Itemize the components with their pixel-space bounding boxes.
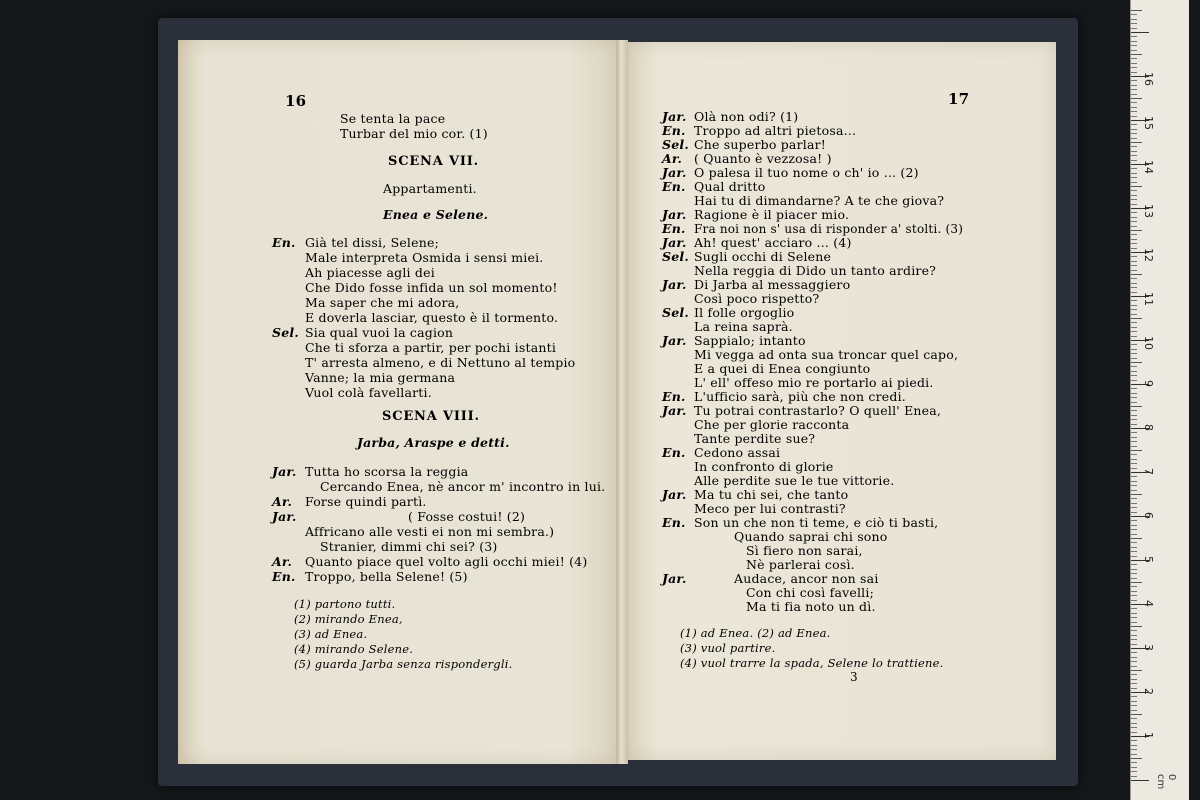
ruler-tick: [1131, 410, 1137, 411]
text-line: La reina saprà.: [694, 319, 793, 334]
ruler-tick: [1131, 714, 1142, 715]
text-line: Alle perdite sue le tue vittorie.: [694, 473, 895, 488]
ruler-tick: [1131, 415, 1137, 416]
ruler-tick: [1131, 124, 1137, 125]
ruler-tick: [1131, 274, 1142, 275]
ruler-tick: [1131, 450, 1142, 451]
ruler-tick: [1131, 657, 1137, 658]
text-line: E a quei di Enea congiunto: [694, 361, 871, 376]
ruler-tick: [1131, 600, 1137, 601]
ruler-tick: [1131, 89, 1137, 90]
text-line: Hai tu di dimandarne? A te che giova?: [694, 193, 945, 208]
text-line: Che superbo parlar!: [694, 137, 827, 152]
ruler-number: 8: [1142, 424, 1155, 431]
text-line: Quando saprai chi sono: [734, 529, 888, 544]
ruler-tick: [1131, 212, 1137, 213]
text-line: Sugli occhi di Selene: [694, 249, 832, 264]
ruler-tick: [1131, 674, 1137, 675]
ruler-tick: [1131, 661, 1137, 662]
text-line: Male interpreta Osmida i sensi miei.: [305, 250, 544, 265]
ruler-tick: [1131, 195, 1137, 196]
ruler-tick: [1131, 362, 1142, 363]
speaker-label: Jar.: [662, 165, 687, 180]
speaker-label: Jar.: [272, 464, 297, 479]
ruler-tick: [1131, 292, 1137, 293]
text-line: ( Quanto è vezzosa! ): [694, 151, 832, 166]
ruler-tick: [1131, 116, 1137, 117]
ruler-tick: [1131, 424, 1137, 425]
ruler-tick: [1131, 278, 1137, 279]
ruler-tick: [1131, 155, 1137, 156]
ruler-tick: [1131, 32, 1149, 33]
text-line: Nè parlerai così.: [746, 557, 855, 572]
ruler-number: 11: [1142, 292, 1155, 306]
ruler-tick: [1131, 441, 1137, 442]
ruler-tick: [1131, 142, 1142, 143]
text-line: L'ufficio sarà, più che non credi.: [694, 389, 906, 404]
ruler-tick: [1131, 199, 1137, 200]
footnote: (2) mirando Enea,: [294, 612, 403, 626]
book-gutter: [616, 40, 628, 764]
ruler-tick: [1131, 485, 1137, 486]
ruler-number: 4: [1142, 600, 1155, 607]
ruler-tick: [1131, 349, 1137, 350]
ruler-tick: [1131, 679, 1137, 680]
ruler-tick: [1131, 344, 1137, 345]
text-line: Audace, ancor non sai: [734, 571, 879, 586]
text-line: Tu potrai contrastarlo? O quell' Enea,: [694, 403, 942, 418]
ruler-tick: [1131, 569, 1137, 570]
ruler-tick: [1131, 507, 1137, 508]
scene-characters: Enea e Selene.: [383, 207, 489, 222]
text-line: Nella reggia di Dido un tanto ardire?: [694, 263, 937, 278]
text-line: Turbar del mio cor. (1): [340, 126, 488, 141]
ruler-tick: [1131, 767, 1137, 768]
text-line: Tante perdite sue?: [694, 431, 816, 446]
footnote: (3) ad Enea.: [294, 627, 368, 641]
text-line: Che Dido fosse infida un sol momento!: [305, 280, 558, 295]
ruler-tick: [1131, 168, 1137, 169]
ruler-tick: [1131, 622, 1137, 623]
ruler-number: 16: [1142, 72, 1155, 86]
signature-mark: 3: [850, 670, 858, 684]
speaker-label: Sel.: [662, 305, 689, 320]
ruler-tick: [1131, 54, 1142, 55]
ruler-tick: [1131, 652, 1137, 653]
ruler-tick: [1131, 406, 1142, 407]
ruler-tick: [1131, 190, 1137, 191]
ruler-tick: [1131, 45, 1137, 46]
ruler-tick: [1131, 468, 1137, 469]
ruler-tick: [1131, 547, 1137, 548]
text-line: O palesa il tuo nome o ch' io ... (2): [694, 165, 919, 180]
ruler-tick: [1131, 265, 1137, 266]
text-line: Con chi così favelli;: [746, 585, 874, 600]
ruler-tick: [1131, 388, 1137, 389]
ruler-tick: [1131, 740, 1137, 741]
footnote: (4) mirando Selene.: [294, 642, 414, 656]
ruler-number: 9: [1142, 380, 1155, 387]
ruler-tick: [1131, 309, 1137, 310]
text-line: Già tel dissi, Selene;: [305, 235, 439, 250]
speaker-label: Jar.: [662, 109, 687, 124]
speaker-label: Ar.: [662, 151, 683, 166]
speaker-label: Jar.: [662, 207, 687, 222]
ruler-number: 5: [1142, 556, 1155, 563]
ruler-tick: [1131, 696, 1137, 697]
ruler-tick: [1131, 754, 1137, 755]
text-line: Il folle orgoglio: [694, 305, 795, 320]
ruler-tick: [1131, 63, 1137, 64]
ruler-tick: [1131, 529, 1137, 530]
ruler-tick: [1131, 503, 1137, 504]
speaker-label: En.: [662, 221, 686, 236]
ruler-tick: [1131, 578, 1137, 579]
text-line: Cedono assai: [694, 445, 781, 460]
text-line: Fra noi non s' usa di risponder a' stolti. (3): [694, 222, 964, 236]
ruler-tick: [1131, 72, 1137, 73]
ruler-tick: [1131, 138, 1137, 139]
ruler-tick: [1131, 239, 1137, 240]
ruler-tick: [1131, 723, 1137, 724]
ruler-tick: [1131, 463, 1137, 464]
ruler-tick: [1131, 564, 1137, 565]
page-number-left: 16: [285, 92, 307, 110]
text-line: Ma ti fia noto un dì.: [746, 599, 876, 614]
scene-heading: SCENA VII.: [388, 154, 479, 169]
ruler-tick: [1131, 595, 1137, 596]
ruler-tick: [1131, 50, 1137, 51]
ruler-tick: [1131, 375, 1137, 376]
text-line: ( Fosse costui! (2): [408, 509, 526, 524]
text-line: Ma tu chi sei, che tanto: [694, 487, 849, 502]
ruler-tick: [1131, 230, 1142, 231]
ruler-tick: [1131, 94, 1137, 95]
ruler-tick: [1131, 635, 1137, 636]
speaker-label: En.: [662, 515, 686, 530]
text-line: Son un che non ti teme, e ciò ti basti,: [694, 515, 939, 530]
ruler-tick: [1131, 745, 1137, 746]
ruler-tick: [1131, 494, 1142, 495]
ruler-tick: [1131, 256, 1137, 257]
speaker-label: Ar.: [272, 494, 293, 509]
ruler-tick: [1131, 102, 1137, 103]
text-line: Affricano alle vesti ei non mi sembra.): [305, 524, 555, 539]
ruler-tick: [1131, 490, 1137, 491]
text-line: Se tenta la pace: [340, 111, 446, 126]
speaker-label: Jar.: [662, 487, 687, 502]
speaker-label: En.: [272, 569, 296, 584]
text-line: Mi vegga ad onta sua troncar quel capo,: [694, 347, 959, 362]
text-line: Ah piacesse agli dei: [305, 265, 435, 280]
ruler-tick: [1131, 85, 1137, 86]
ruler-tick: [1131, 151, 1137, 152]
ruler-tick: [1131, 314, 1137, 315]
ruler-number: 3: [1142, 644, 1155, 651]
ruler-tick: [1131, 591, 1137, 592]
speaker-label: Jar.: [662, 403, 687, 418]
ruler-tick: [1131, 234, 1137, 235]
ruler-tick: [1131, 270, 1137, 271]
ruler-tick: [1131, 551, 1137, 552]
ruler-tick: [1131, 23, 1137, 24]
ruler-tick: [1131, 419, 1137, 420]
text-line: Quanto piace quel volto agli occhi miei! (4): [305, 554, 588, 569]
text-line: Olà non odi? (1): [694, 109, 799, 124]
ruler-tick: [1131, 683, 1137, 684]
text-line: Troppo, bella Selene! (5): [305, 569, 468, 584]
text-line: Sappialo; intanto: [694, 333, 806, 348]
speaker-label: En.: [662, 389, 686, 404]
ruler-tick: [1131, 586, 1137, 587]
ruler-tick: [1131, 331, 1137, 332]
ruler-tick: [1131, 353, 1137, 354]
ruler-tick: [1131, 10, 1142, 11]
ruler-tick: [1131, 732, 1137, 733]
ruler-tick: [1131, 322, 1137, 323]
text-line: Di Jarba al messaggiero: [694, 277, 851, 292]
ruler-number: 15: [1142, 116, 1155, 130]
ruler-tick: [1131, 283, 1137, 284]
text-line: Troppo ad altri pietosa...: [694, 123, 857, 138]
ruler-tick: [1131, 534, 1137, 535]
speaker-label: Jar.: [662, 333, 687, 348]
speaker-label: Sel.: [662, 137, 689, 152]
speaker-label: En.: [272, 235, 296, 250]
text-line: Sì fiero non sarai,: [746, 543, 863, 558]
ruler-tick: [1131, 380, 1137, 381]
speaker-label: Sel.: [272, 325, 299, 340]
ruler-tick: [1131, 182, 1137, 183]
scene-location: Appartamenti.: [383, 181, 477, 196]
text-line: Ah! quest' acciaro ... (4): [694, 235, 852, 250]
ruler-tick: [1131, 666, 1137, 667]
text-line: Che per glorie racconta: [694, 417, 850, 432]
ruler-number: 7: [1142, 468, 1155, 475]
ruler-tick: [1131, 771, 1137, 772]
ruler-tick: [1131, 459, 1137, 460]
speaker-label: Ar.: [272, 554, 293, 569]
ruler-tick: [1131, 305, 1137, 306]
ruler-number: 13: [1142, 204, 1155, 218]
text-line: Vanne; la mia germana: [305, 370, 456, 385]
text-line: Così poco rispetto?: [694, 291, 820, 306]
ruler-tick: [1131, 776, 1137, 777]
ruler-tick: [1131, 688, 1137, 689]
footnote: (4) vuol trarre la spada, Selene lo trattiene.: [680, 656, 944, 670]
ruler-tick: [1131, 146, 1137, 147]
ruler-tick: [1131, 358, 1137, 359]
ruler-tick: [1131, 160, 1137, 161]
ruler-tick: [1131, 454, 1137, 455]
ruler-tick: [1131, 177, 1137, 178]
footnote: (1) partono tutti.: [294, 597, 396, 611]
text-line: T' arresta almeno, e di Nettuno al tempio: [305, 355, 576, 370]
ruler-tick: [1131, 498, 1137, 499]
ruler-tick: [1131, 371, 1137, 372]
ruler-tick: [1131, 710, 1137, 711]
scene-heading: SCENA VIII.: [382, 409, 480, 424]
ruler-tick: [1131, 186, 1142, 187]
ruler-tick: [1131, 318, 1142, 319]
text-line: Ragione è il piacer mio.: [694, 207, 850, 222]
ruler-tick: [1131, 762, 1137, 763]
ruler-tick: [1131, 41, 1137, 42]
ruler-tick: [1131, 432, 1137, 433]
text-line: Ma saper che mi adora,: [305, 295, 460, 310]
ruler-tick: [1131, 758, 1142, 759]
text-line: Cercando Enea, nè ancor m' incontro in lui.: [320, 479, 606, 494]
ruler-tick: [1131, 336, 1137, 337]
ruler-tick: [1131, 573, 1137, 574]
ruler-tick: [1131, 613, 1137, 614]
footnote: (1) ad Enea. (2) ad Enea.: [680, 626, 831, 640]
text-line: Qual dritto: [694, 179, 766, 194]
ruler-tick: [1131, 520, 1137, 521]
text-line: Forse quindi partì.: [305, 494, 427, 509]
ruler-tick: [1131, 248, 1137, 249]
speaker-label: En.: [662, 445, 686, 460]
ruler-tick: [1131, 644, 1137, 645]
text-line: Sia qual vuoi la cagion: [305, 325, 454, 340]
ruler-tick: [1131, 14, 1137, 15]
ruler-tick: [1131, 670, 1142, 671]
ruler-number: 12: [1142, 248, 1155, 262]
text-line: Che ti sforza a partir, per pochi istanti: [305, 340, 557, 355]
ruler-tick: [1131, 749, 1137, 750]
ruler-tick: [1131, 19, 1137, 20]
text-line: Meco per lui contrasti?: [694, 501, 846, 516]
ruler-tick: [1131, 437, 1137, 438]
ruler-tick: [1131, 67, 1137, 68]
ruler-tick: [1131, 129, 1137, 130]
ruler-tick: [1131, 80, 1137, 81]
speaker-label: En.: [662, 179, 686, 194]
ruler-number: 2: [1142, 688, 1155, 695]
ruler-tick: [1131, 221, 1137, 222]
ruler-tick: [1131, 617, 1137, 618]
ruler-tick: [1131, 217, 1137, 218]
ruler-tick: [1131, 608, 1137, 609]
speaker-label: Jar.: [662, 277, 687, 292]
ruler-tick: [1131, 300, 1137, 301]
ruler-tick: [1131, 481, 1137, 482]
footnote: (5) guarda Jarba senza rispondergli.: [294, 657, 513, 671]
ruler-tick: [1131, 476, 1137, 477]
ruler-tick: [1131, 780, 1149, 781]
ruler-tick: [1131, 397, 1137, 398]
ruler-number: 1: [1142, 732, 1155, 739]
speaker-label: Jar.: [662, 571, 687, 586]
text-line: Tutta ho scorsa la reggia: [305, 464, 469, 479]
ruler-tick: [1131, 727, 1137, 728]
text-line: L' ell' offeso mio re portarlo ai piedi.: [694, 375, 934, 390]
ruler-tick: [1131, 402, 1137, 403]
ruler-tick: [1131, 630, 1137, 631]
ruler-tick: [1131, 173, 1137, 174]
ruler-unit-label: 0 cm: [1155, 774, 1177, 790]
ruler-tick: [1131, 366, 1137, 367]
ruler-tick: [1131, 28, 1137, 29]
ruler-tick: [1131, 111, 1137, 112]
measurement-ruler: [1130, 0, 1189, 800]
ruler-tick: [1131, 58, 1137, 59]
ruler-tick: [1131, 446, 1137, 447]
speaker-label: En.: [662, 123, 686, 138]
ruler-number: 6: [1142, 512, 1155, 519]
text-line: E doverla lasciar, questo è il tormento.: [305, 310, 559, 325]
ruler-tick: [1131, 542, 1137, 543]
ruler-tick: [1131, 107, 1137, 108]
text-line: Stranier, dimmi chi sei? (3): [320, 539, 498, 554]
ruler-tick: [1131, 243, 1137, 244]
ruler-tick: [1131, 639, 1137, 640]
ruler-tick: [1131, 133, 1137, 134]
speaker-label: Jar.: [662, 235, 687, 250]
ruler-tick: [1131, 538, 1142, 539]
ruler-tick: [1131, 327, 1137, 328]
page-number-right: 17: [948, 90, 970, 108]
speaker-label: Jar.: [272, 509, 297, 524]
scene-characters: Jarba, Araspe e detti.: [357, 435, 510, 450]
ruler-tick: [1131, 98, 1142, 99]
text-line: In confronto di glorie: [694, 459, 834, 474]
footnote: (3) vuol partire.: [680, 641, 776, 655]
text-line: Vuol colà favellarti.: [305, 385, 432, 400]
ruler-tick: [1131, 261, 1137, 262]
ruler-tick: [1131, 705, 1137, 706]
ruler-tick: [1131, 525, 1137, 526]
speaker-label: Sel.: [662, 249, 689, 264]
ruler-tick: [1131, 582, 1142, 583]
ruler-tick: [1131, 204, 1137, 205]
ruler-tick: [1131, 556, 1137, 557]
ruler-tick: [1131, 718, 1137, 719]
ruler-number: 10: [1142, 336, 1155, 350]
ruler-tick: [1131, 36, 1137, 37]
ruler-tick: [1131, 393, 1137, 394]
ruler-tick: [1131, 701, 1137, 702]
ruler-tick: [1131, 287, 1137, 288]
ruler-tick: [1131, 512, 1137, 513]
ruler-number: 14: [1142, 160, 1155, 174]
ruler-tick: [1131, 626, 1142, 627]
ruler-tick: [1131, 226, 1137, 227]
